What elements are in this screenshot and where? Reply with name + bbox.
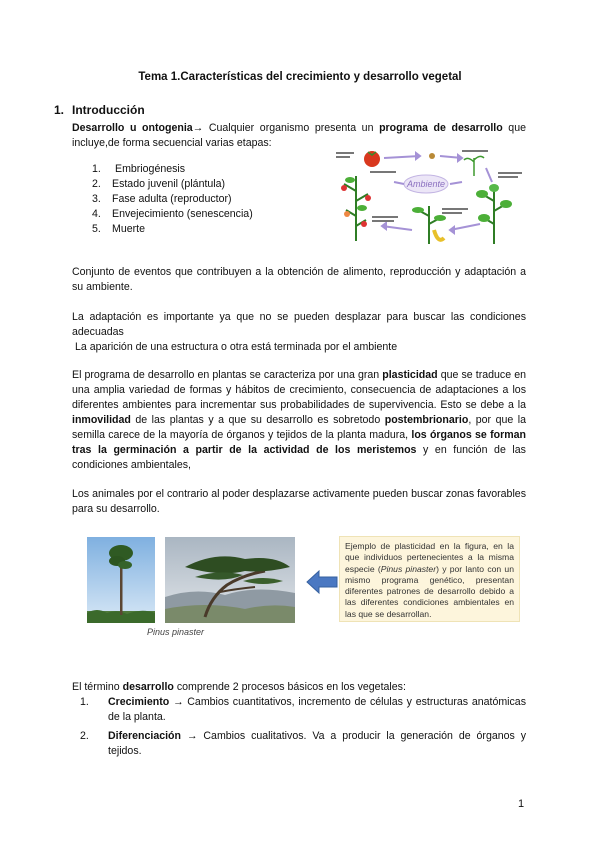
callout-text: Ejemplo de plasticidad en la figura, en la que individuos pertenecientes a la misma especie ( <box>345 541 514 574</box>
list-item <box>80 729 526 759</box>
page-title: Tema 1.Características del crecimiento y desarrollo vegetal <box>138 71 462 83</box>
ambiente-label: Ambiente <box>406 179 446 189</box>
list-number: 3. <box>92 193 101 205</box>
text: El término <box>72 681 123 693</box>
paragraph-aparicion: La aparición de una estructura o otra está terminada por el ambiente <box>75 341 398 353</box>
paragraph-animales: Los animales por el contrario al poder desplazarse activamente pueden buscar zonas favorables para su desarrollo. <box>72 488 526 515</box>
term-programa: programa de desarrollo <box>379 122 503 134</box>
term-desarrollo: desarrollo <box>122 681 174 693</box>
intro-rest-text: que incluye,de forma secuencial varias etapas: <box>72 122 526 149</box>
list-label: Muerte <box>112 223 145 235</box>
term-organos-meristemos: los órganos se forman tras la germinación a partir de la actividad de los meristemos <box>72 429 526 456</box>
tomato-icon <box>364 151 380 167</box>
list-number: 2. <box>80 730 89 742</box>
paragraph-adaptacion: La adaptación es importante ya que no se pueden desplazar para buscar las condiciones adecuadas <box>72 311 526 338</box>
stages-list <box>92 162 253 237</box>
list-item <box>92 222 253 237</box>
windswept-pine-photo <box>165 537 295 623</box>
list-item <box>92 192 253 207</box>
list-item <box>92 177 253 192</box>
list-number: 1. <box>92 163 101 175</box>
paragraph-termino <box>72 680 526 695</box>
plant-life-cycle-figure <box>334 146 524 246</box>
list-item <box>92 162 253 177</box>
section-heading-text: Introducción <box>72 103 145 117</box>
list-text <box>108 729 526 759</box>
text: y en función de las condiciones ambientales, <box>72 444 526 471</box>
term-postembrionario: postembrionario <box>384 414 469 426</box>
section-number: 1. <box>54 103 65 117</box>
text: de las plantas y a que su desarrollo es sobretodo <box>130 414 385 426</box>
plasticity-callout <box>339 536 520 622</box>
process-desc: → Cambios cuantitativos, incremento de células y estructuras anatómicas de la planta. <box>108 696 526 723</box>
tall-pine-photo <box>87 537 155 623</box>
list-number: 4. <box>92 208 101 220</box>
left-arrow-icon <box>305 569 339 595</box>
term-inmovilidad: inmovilidad <box>72 414 131 426</box>
text: comprende 2 procesos básicos en los vegetales: <box>173 681 406 693</box>
section-heading <box>54 103 145 117</box>
callout-species: Pinus pinaster <box>380 563 437 574</box>
process-name: Crecimiento <box>108 696 170 708</box>
processes-list <box>80 695 526 759</box>
list-label: Embriogénesis <box>115 163 186 175</box>
text: que se traduce en una amplia variedad de formas y hábitos de crecimiento, consecuencia de adaptaciones a los diferentes ambientes para incrementar sus probabilidades de supervivencia. Esto se debe a la <box>72 369 526 411</box>
callout-text: ) y por lanto con un mismo programa genético, presentan diferentes patrones de desarrollo debido a las diferentes condiciones ambientales en las que se desarrollan. <box>345 563 514 619</box>
seed-icon <box>429 153 435 159</box>
list-item <box>80 695 526 725</box>
process-desc: → Cambios cualitativos. Va a producir la generación de órganos y tejidos. <box>108 730 526 757</box>
list-number: 2. <box>92 178 101 190</box>
list-label: Estado juvenil (plántula) <box>112 178 226 190</box>
figure-caption: Pinus pinaster <box>147 627 205 637</box>
list-item <box>92 207 253 222</box>
list-number: 5. <box>92 223 101 235</box>
list-number: 1. <box>80 696 89 708</box>
paragraph-conjunto: Conjunto de eventos que contribuyen a la obtención de alimento, reproducción y adaptación a su ambiente. <box>72 266 526 293</box>
process-name: Diferenciación <box>108 730 182 742</box>
page-number: 1 <box>518 798 525 810</box>
term-plasticidad: plasticidad <box>382 369 438 381</box>
text: El programa de desarrollo en plantas se caracteriza por una gran <box>72 369 383 381</box>
paragraph-programa <box>72 368 526 473</box>
intro-arrow-text: → Cualquier organismo presenta un <box>192 122 380 134</box>
list-label: Envejecimiento (senescencia) <box>112 208 253 220</box>
term-ontogenia: Desarrollo u ontogenia <box>72 122 193 134</box>
list-label: Fase adulta (reproductor) <box>112 193 232 205</box>
text: , por que la semilla carece de la mayoría de órganos y tejidos de la planta madura, <box>72 414 526 441</box>
list-text <box>108 695 526 725</box>
